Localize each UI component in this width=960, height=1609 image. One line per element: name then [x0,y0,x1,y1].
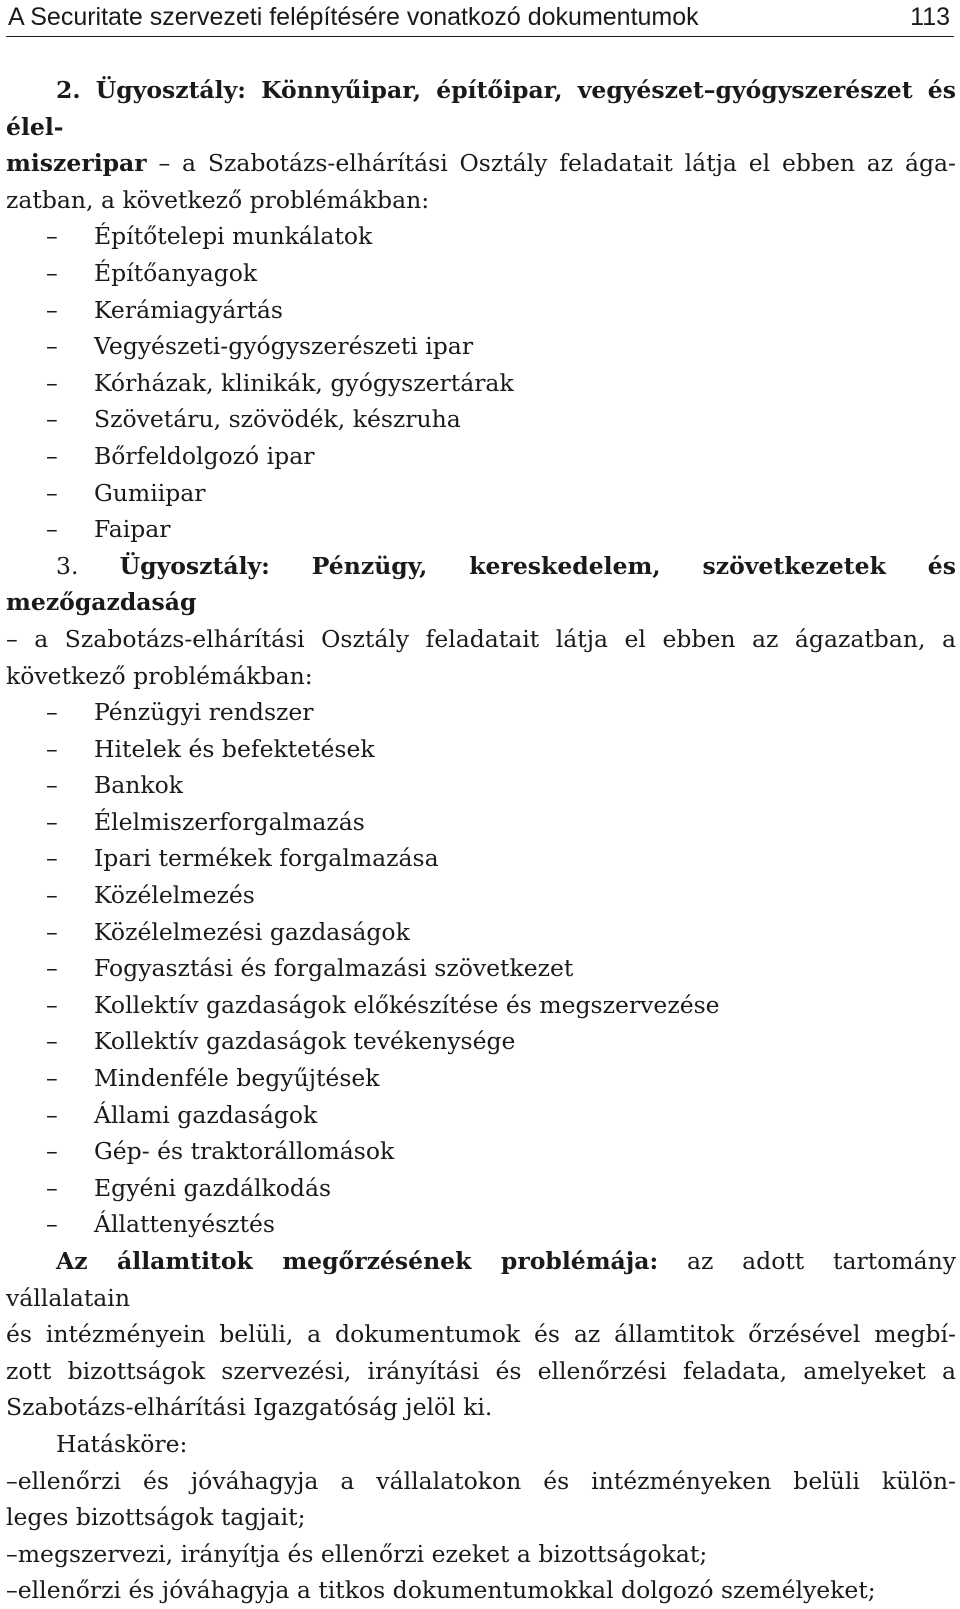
secret-line-2: és intézményein belüli, a dokumentumok és az államtitok őrzésével megbí- [6,1320,956,1349]
section-3-list [6,694,956,1243]
running-header-title: A Securitate szervezeti felépítésére vonatkozó dokumentumok [8,3,699,31]
section-2-desc: – a Szabotázs-elhárítási Osztály feladatait látja el ebben az ága- [146,149,956,178]
section-2-heading: 2. Ügyosztály: Könnyűipar, építőipar, vegyészet–gyógyszerészet és élel- [6,76,956,141]
list-item [6,694,956,731]
list-item [6,987,956,1024]
list-item-text: Kollektív gazdaságok előkészítése és megszervezése [94,990,720,1019]
list-item [6,1206,956,1243]
list-item [6,401,956,438]
authority-item-1-text: ellenőrzi és jóváhagyja a vállalatokon és intézményeken belüli külön- [17,1466,956,1495]
section-3-line-1 [6,548,956,621]
list-item-text: Faipar [94,515,171,544]
section-2-heading-cont: miszeripar [6,149,147,178]
list-item-text: Kerámiagyártás [94,295,283,324]
list-item [6,914,956,951]
list-item [6,1133,956,1170]
list-item [6,767,956,804]
list-item-text: Szövetáru, szövödék, készruha [94,405,461,434]
list-item-text: Építőanyagok [94,258,258,287]
list-dash: – [46,295,58,324]
list-item [6,475,956,512]
list-dash: – [46,368,58,397]
list-dash: – [46,734,58,763]
list-item-text: Közélelmezés [94,881,255,910]
list-dash: – [46,990,58,1019]
list-item [6,731,956,768]
list-item-text: Gumiipar [94,478,206,507]
list-item [6,1170,956,1207]
secret-line-3: zott bizottságok szervezési, irányítási és ellenőrzési feladata, amelyeket a [6,1356,956,1385]
list-dash: – [46,258,58,287]
list-dash: – [6,1466,18,1495]
authority-item-1-line-2: leges bizottságok tagjait; [6,1503,306,1532]
secret-line-4: Szabotázs-elhárítási Igazgatóság jelöl ki. [6,1393,493,1422]
list-item-text: Építőtelepi munkálatok [94,222,373,251]
list-item [6,1060,956,1097]
list-dash: – [46,954,58,983]
list-dash: – [46,771,58,800]
running-header [6,0,954,37]
authority-item-2-text: megszervezi, irányítja és ellenőrzi ezeket a bizottságokat; [17,1539,708,1568]
authority-item-1-line-1 [6,1463,956,1500]
list-item-text: Közélelmezési gazdaságok [94,917,410,946]
list-item-text: Bőrfeldolgozó ipar [94,441,315,470]
section-2-line-3: zatban, a következő problémákban: [6,185,430,214]
list-item-text: Egyéni gazdálkodás [94,1173,332,1202]
list-item-text: Bankok [94,771,184,800]
section-2-line-1 [6,72,956,145]
list-dash: – [46,844,58,873]
secret-line-1 [6,1243,956,1316]
list-dash: – [46,478,58,507]
list-item [6,804,956,841]
document-body [6,72,956,1609]
section-3-line-3: következő problémákban: [6,661,313,690]
list-dash: – [46,441,58,470]
list-item [6,365,956,402]
section-2-list [6,218,956,547]
list-item [6,1023,956,1060]
secret-heading: Az államtitok megőrzésének problémája: [56,1247,659,1275]
list-item [6,877,956,914]
list-item-text: Állattenyésztés [94,1210,275,1239]
authority-heading: Hatásköre: [56,1429,188,1458]
list-item-text: Hitelek és befektetések [94,734,375,763]
list-item [6,511,956,548]
authority-item-3-text: ellenőrzi és jóváhagyja a titkos dokumentumokkal dolgozó személyeket; [17,1576,876,1605]
list-dash: – [46,222,58,251]
section-2-line-2 [6,145,956,182]
list-dash: – [46,1064,58,1093]
list-dash: – [46,1210,58,1239]
list-dash: – [6,1576,18,1605]
authority-item-3 [6,1572,956,1609]
list-dash: – [6,1539,18,1568]
list-item-text: Ipari termékek forgalmazása [94,844,439,873]
list-item-text: Mindenféle begyűjtések [94,1064,380,1093]
list-dash: – [46,1100,58,1129]
list-item-text: Fogyasztási és forgalmazási szövetkezet [94,954,574,983]
list-item [6,218,956,255]
list-dash: – [46,515,58,544]
list-dash: – [46,405,58,434]
list-item-text: Kórházak, klinikák, gyógyszertárak [94,368,514,397]
section-3-heading: Ügyosztály: Pénzügy, kereskedelem, szövetkezetek és mezőgazdaság [6,551,956,617]
list-item [6,840,956,877]
list-item-text: Vegyészeti-gyógyszerészeti ipar [94,332,474,361]
list-item-text: Állami gazdaságok [94,1100,318,1129]
list-item [6,328,956,365]
page-number: 113 [910,3,950,31]
list-dash: – [46,807,58,836]
list-dash: – [46,698,58,727]
list-item [6,255,956,292]
list-item [6,1097,956,1134]
list-dash: – [46,1173,58,1202]
authority-item-2 [6,1536,956,1573]
list-item [6,292,956,329]
list-item-text: Gép- és traktorállomások [94,1137,395,1166]
list-item [6,438,956,475]
list-item [6,950,956,987]
section-3-number: 3. [56,551,120,580]
list-item-text: Pénzügyi rendszer [94,698,314,727]
list-item-text: Élelmiszerforgalmazás [94,807,365,836]
list-dash: – [46,1027,58,1056]
list-dash: – [46,917,58,946]
list-dash: – [46,881,58,910]
list-dash: – [46,1137,58,1166]
list-dash: – [46,332,58,361]
list-item-text: Kollektív gazdaságok tevékenysége [94,1027,516,1056]
section-3-line-2: – a Szabotázs-elhárítási Osztály feladatait látja el ebben az ágazatban, a [6,624,956,653]
secret-desc: az adott tartomány vállalatain [6,1247,956,1312]
